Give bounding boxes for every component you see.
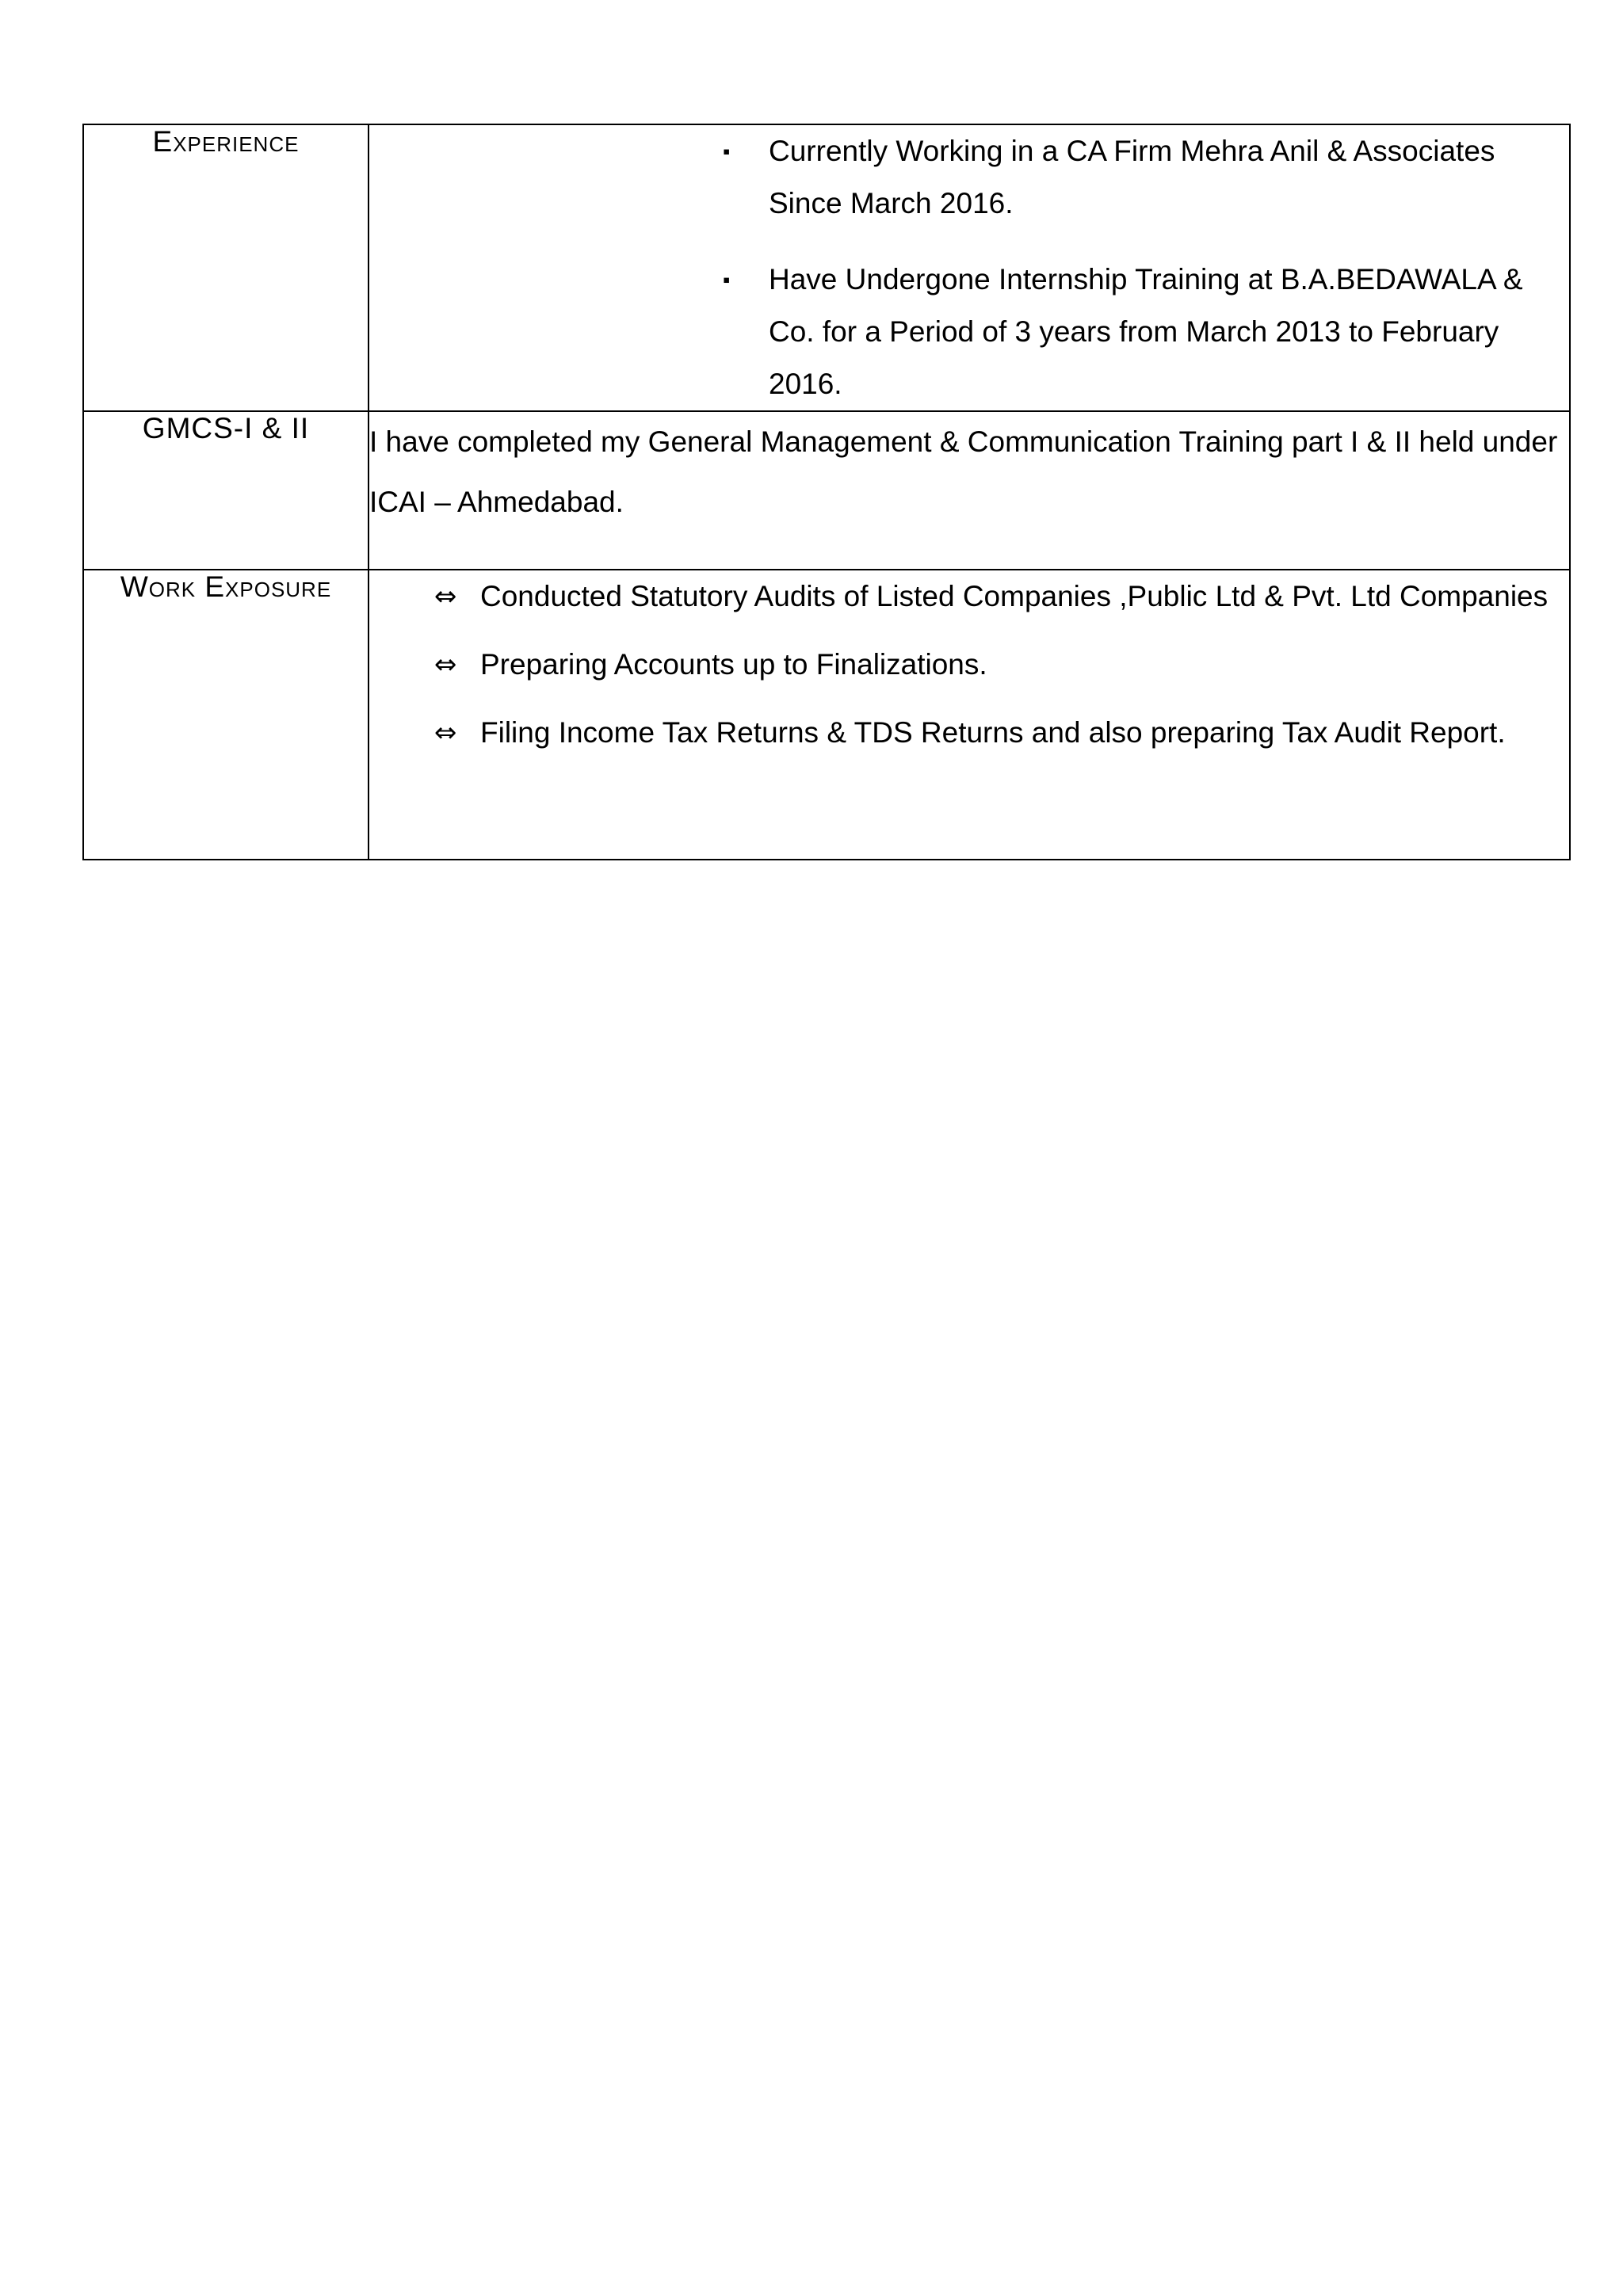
work-exposure-label-cell [83,570,369,860]
gmcs-label-cell [83,411,369,570]
work-exposure-item [434,570,1569,623]
double-arrow-icon: ⇔ [434,581,457,612]
work-exposure-item-text: Conducted Statutory Audits of Listed Companies ,Public Ltd & Pvt. Ltd Companies [480,580,1549,612]
experience-item-text: Have Undergone Internship Training at B.A.BEDAWALA & Co. for a Period of 3 years from March 2013 to February 2016. [769,263,1523,400]
square-bullet-icon: ▪ [723,139,731,163]
work-exposure-row [83,570,1570,860]
resume-table [82,124,1571,860]
work-exposure-item [434,639,1569,691]
experience-label-cell [83,124,369,411]
work-exposure-item-text: Preparing Accounts up to Finalizations. [480,648,987,681]
work-exposure-label: Work Exposure [120,570,332,603]
double-arrow-icon: ⇔ [434,717,457,749]
gmcs-text: I have completed my General Management & Communication Training part I & II held under ICAI – Ahmedabad. [369,425,1558,518]
work-exposure-item [434,707,1569,759]
gmcs-content-cell [369,411,1570,570]
gmcs-row [83,411,1570,570]
square-bullet-icon: ▪ [723,268,731,292]
double-arrow-icon: ⇔ [434,649,457,681]
experience-item [723,254,1569,410]
work-exposure-content-cell [369,570,1570,860]
experience-row [83,124,1570,411]
experience-label: Experience [152,125,300,158]
experience-item-text: Currently Working in a CA Firm Mehra Anil & Associates Since March 2016. [769,135,1495,219]
work-exposure-item-text: Filing Income Tax Returns & TDS Returns and also preparing Tax Audit Report. [480,716,1506,749]
experience-item [723,125,1569,230]
gmcs-label: GMCS-I & II [142,412,310,444]
experience-content-cell [369,124,1570,411]
